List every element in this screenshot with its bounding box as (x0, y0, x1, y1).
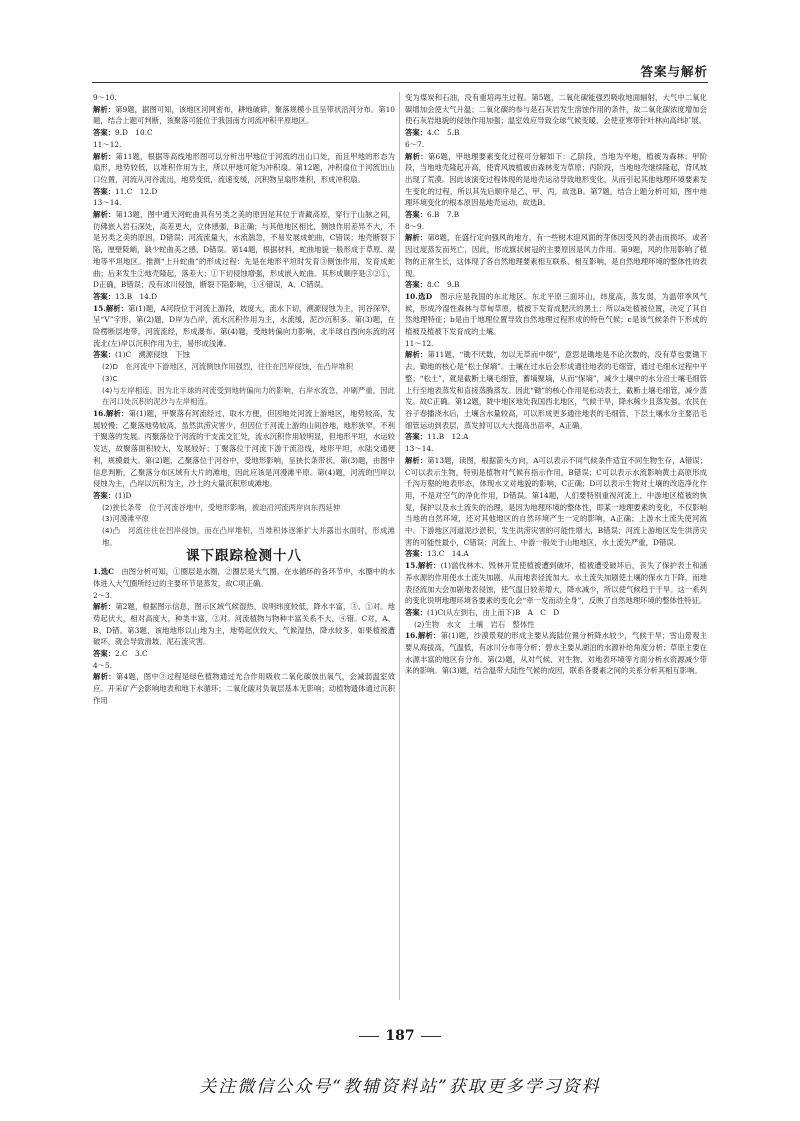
answer-label: 解析： (93, 602, 116, 612)
answer-text: 第4题，图中③过程是绿色植物通过光合作用吸收二氧化碳放出氧气，会减弱温室效应。开采矿产会影响地表和地下水循环；二氧化碳对负氧层基本无影响；动植物遗体通过沉积作用 (93, 672, 395, 705)
answer-paragraph (93, 408, 395, 490)
answer-continuation: (2)生物 水文 土壤 岩石 整体性 (414, 619, 535, 629)
header-rule (92, 82, 708, 83)
answer-paragraph (405, 209, 707, 221)
answer-label: 解析： (93, 104, 116, 114)
answer-label: 解析： (405, 151, 428, 161)
answer-text: 第11题，“锄不厌数，勿以无草而中缀”，意思是锄地是不论次数的，没有草也要锄下去。锄地的核心是“松土保墒”。土壤在过水后会形成通往地表的毛细管，通过毛细水过程中平整；“松土”，就是截断土壤毛细管，蓄墒聚墒，从而“保墒”，减少土壤中的水分沿土壤毛细管上行至地表蒸发和直接蒸腾蒸发。因此“锄”的核心作用是松动表土，截断土壤毛细管，减少蒸发。故C正确。第12题，陇中地区地处我国西北地区，气候干旱，降水稀少且蒸发强。农民在谷子春播浇水后，土壤含水量较高，可以形成更多通往地表的毛细管，下层土壤水分主要沿毛细管运动到表层，蒸发掉可以大大提高出苗率，A正确。 (405, 350, 707, 430)
answer-label: 答案： (93, 186, 116, 196)
answer-text: (1)D (115, 490, 132, 500)
answer-label: 答案： (93, 490, 116, 500)
answer-paragraph (93, 291, 395, 303)
column-divider (399, 92, 400, 1000)
answer-text: 第13题，图中通天河蛇曲具有另类之美的原因是其位于青藏高原，穿行于山脉之间，仿佛嵌入岩石深处，高差更大，立体感强，B正确；与其他地区相比，侧蚀作用差异不大，不是另类之美的原因，D错误；河流流量大，水流湍急，不易发展成蛇曲，C错误；地壳断裂下陷，厘壁陡峭，缺少蛇曲美之感，D错误。第14题，根据材料，蛇曲地貌一般形成于草原、湿地等平坦地区。推测“上升蛇曲”的形成过程：先是在地形平坦时发育③侧蚀作用，发育成蛇曲；后来发生②地壳隆起，落差大；①下切侵蚀增强，形成嵌入蛇曲。其形成顺序是③②①，D正确，B错误；没有冰川侵蚀，断裂下陷影响，①④错误，A、C错误。 (93, 210, 395, 290)
answer-paragraph (405, 607, 707, 619)
answer-paragraph (405, 560, 707, 607)
answer-text: 变为煤炭和石油，没有重培再生过程。第5题，二氧化碳能强烈吸收地面辐射，大气中二氧化碳增加会使大气升温；二氧化碳的参与是石灰岩发生溶蚀作用的条件，故二氧化碳浓度增加会使石灰岩地貌的侵蚀作用加强；温室效应导致全球气候变暖，会使亚寒带针叶林向高纬扩展。 (405, 93, 707, 126)
answer-text: 13.B 14.D (115, 291, 158, 301)
answer-paragraph (93, 566, 395, 589)
answer-text: (1)滥伐林木、毁林开荒使植被遭到破坏，植被遭受破坏后，丧失了保护表土和涵养水源的作用使水土流失加剧，从而地表径流加大。水土流失加剧使土壤的保水力下降，而地表径流加大会加剧地表侵蚀，使气温日较差增大，降水减少，所以使气候趋于干旱。这一系列的变化说明地理环境各要素的变化会“牵一发而动全身”，反映了自然地理环境的整体性特征。 (405, 561, 707, 606)
answer-text: 第6题，甲地理要素变化过程可分解如下：乙阶段，当地为平地，植被为森林；甲阶段，当地地壳隆起升高，使背风坡植被由森林变为草原；丙阶段，当地地壳继续隆起，背风坡出现了荒漠。因此该演变过程体现的是地壳运动导致地形变化，从而引起其他地理环境要素发生变化的过程，所以其先后顺序是乙、甲、丙，故选B。第7题，结合上题分析可知，图中地理环境变化的根本原因是地壳运动，故选B。 (405, 151, 707, 208)
answer-text: 由图分析可知，①圈层是水圈，②圈层是大气圈。在水循环的各环节中，水圈中的水体进入大气圈所经过的主要环节是蒸发，故C项正确。 (93, 567, 395, 588)
answer-label: 答案： (405, 280, 428, 290)
answer-text: 第11题，根据等高线地形图可以分析出甲地位于河流的出山口处，而且甲地的形态为扇形，地势较低，以堆积作用为主，所以甲地可能为冲积扇。第12题，冲积扇位于河流出山口位置，河流从河谷流出，地势变低，流速变缓，沉积物呈扇形堆积，形成冲积扇。 (93, 151, 395, 184)
answer-text: 第13题，读图，根据箭头方向，A可以表示不同气候条件适宜不同生物生存，A错误；C可以表示生物，特别是植物对气候有指示作用，B错误；C可以表示水流影响黄土高原形成千沟万壑的地表形态，体现水文对地貌的影响，C正确；D可以表示生物对土壤的改造净化作用，不是对空气的净化作用，D错误。第14题，人们要特别重视河流上、中游地区植被的恢复，保护以及水土流失的治理，是因为地理环境的整体性，即某一地理要素的变化，不仅影响当地的自然环境，还对其他地区的自然环境产生一定的影响，A正确；上游水土流失使河流中、下游地区河道泥沙淤积，发生洪涝灾害的可能性增大，B错误；河流上游地区发生洪涝灾害的可能性最小，C错误；河流上、中游一般处于山地地区，水土流失严重，D错误。 (405, 455, 707, 547)
answer-continuation: (3)河漫滩平原 (102, 514, 150, 524)
answer-paragraph (93, 648, 395, 660)
question-range: 2～3. (93, 590, 113, 600)
answer-paragraph (405, 431, 707, 443)
answer-paragraph (93, 127, 395, 139)
section-title: 课下跟踪检测十八 (186, 548, 302, 565)
answer-label: 15.解析： (93, 303, 128, 313)
left-column (93, 92, 395, 1000)
answer-label: 10.选D (405, 291, 441, 301)
page-number-rule-right (421, 1036, 441, 1037)
answer-paragraph (93, 601, 395, 648)
answer-text: (1)C 溯源侵蚀 下蚀 (115, 350, 190, 360)
answer-paragraph (405, 291, 707, 338)
answer-continuation: (3)C (102, 373, 118, 383)
answer-label: 1.选C (93, 567, 122, 577)
answer-paragraph (405, 630, 707, 677)
answer-paragraph (93, 104, 395, 127)
answer-paragraph (405, 232, 707, 279)
answer-label: 15.解析： (405, 561, 441, 571)
answer-text: (1)C(从左到右，由上而下)B A C D (427, 607, 560, 617)
answer-label: 答案： (405, 432, 428, 442)
answer-label: 16.解析： (405, 631, 441, 641)
answer-text: 第(1)题，甲聚落有河流经过，取水方便，但因地处河流上游地区，地势较高，发展较慢；乙聚落地势较高，虽然洪涝灾害少，但因位于河流上游的山间谷地，地形狭窄，不利于聚落的发展。丙聚落位于河流的干支流交汇处，流水沉积作用较明显，但地形平坦，水运较发达，故聚落面积较大，发展较好；丁聚落位于河流下游干流沿线，地形平坦，水陆交通便利，规模最大。第(2)题，乙聚落位于河谷中，受地形影响，呈狭长条带状。第(3)题，由图中信息判断，乙聚落分布区域有大片的滩地，因此应该是河漫滩平原。第(4)题，河流的凹岸以侵蚀为主，凸岸以沉积为主，沙土的大量沉积形成滩地。 (93, 408, 395, 489)
question-range: 6～7. (405, 139, 425, 149)
answer-label: 答案： (405, 128, 428, 138)
answer-text: 11.C 12.D (115, 186, 158, 196)
question-range: 4～5. (93, 660, 113, 670)
answer-paragraph (93, 349, 395, 361)
answer-label: 解析： (93, 210, 116, 220)
answer-paragraph (405, 151, 707, 210)
answer-continuation: (4)凸 河流往往在凹岸侵蚀，而在凸岸堆积，当堆积体逐渐扩大并露出水面时，形成滩地。 (102, 526, 395, 547)
question-range: 9～10. (93, 93, 117, 102)
answer-label: 答案： (93, 291, 116, 301)
answer-text: 11.B 12.A (427, 432, 469, 442)
answer-paragraph (405, 279, 707, 291)
answer-label: 解析： (405, 233, 428, 243)
answer-label: 解析： (93, 672, 116, 682)
answer-paragraph (93, 151, 395, 186)
answer-paragraph (405, 548, 707, 560)
answer-label: 答案： (405, 607, 428, 617)
answer-text: 第2题，根据图示信息，图示区域气候湿热，说明纬度较低，降水丰富，③、①对。地势起伏大，相对高度大，种类丰富，②对。河流植物与物种丰富关系不大，④错。C对，A、B、D错。第3题，该地地形以山地为主，地势起伏较大，气候湿热，降水较多，如果植被遭破坏，就会导致滑坡、泥石流灾害。 (93, 602, 395, 647)
answer-label: 答案： (93, 350, 116, 360)
question-range: 13～14. (93, 198, 122, 208)
answer-paragraph (93, 209, 395, 291)
answer-label: 答案： (93, 649, 116, 659)
answer-paragraph (93, 671, 395, 706)
answer-label: 16.解析： (93, 408, 129, 418)
page-number-rule-left (359, 1036, 379, 1037)
answer-text: 9.D 10.C (115, 128, 153, 138)
answer-text: 第(1)题，A河段位于河流上游段，坡度大，流水下切，溯源侵蚀为主，河谷深窄，呈“V”字形。第(2)题，D岸为凸岸，流水沉积作用为主，水流缓，泥沙沉积多。第(3)题，在险楞断层地带，河流流经，形成瀑布。第(4)题，受地转偏向力影响，北半球自西向东流的河流北(左)岸以沉积作用为主，易形成浅滩。 (93, 303, 395, 348)
footer-note: 关注微信公众号“教辅资料站”获取更多学习资料 (199, 1077, 601, 1097)
answer-paragraph (93, 186, 395, 198)
right-column (405, 92, 707, 1000)
answer-text: 4.C 5.B (427, 128, 460, 138)
question-range: 13～14. (405, 444, 434, 454)
answer-text: 13.C 14.A (427, 549, 469, 559)
page-number (0, 1028, 800, 1044)
answer-continuation: (2)D 在河流中下游地区，河流侧蚀作用强烈，往往在凹岸侵蚀，在凸岸堆积 (102, 362, 354, 372)
answer-text: 2.C 3.C (115, 649, 148, 659)
answer-text: 第8题，在盛行定向强风的地方，有一些树木迎风面的芽体因受风的袭击而损坏，或者因过度蒸发而死亡，因此，形成旗状树冠的主要原因是风力作用。第9题，风的作用影响了植物的正常生长，这体现了各自然地理要素相互联系、相互影响，是自然地理环境的整体性的表现。 (405, 233, 707, 278)
answer-text: 第9题，据图可知，该地区河网密布，耕地破碎，聚落规模小且呈带状沿河分布。第10题，结合上题可判断，该聚落可能位于我国南方河流冲积平原地区。 (93, 104, 395, 126)
answer-label: 解析： (405, 350, 428, 360)
answer-text: 8.C 9.B (427, 280, 460, 290)
answer-text: 6.B 7.B (427, 210, 460, 220)
question-range: 8～9. (405, 221, 425, 231)
answer-text: 图示应是我国的东北地区。东北平原三面环山，纬度高，蒸发弱，为温带季风气候，形成冷湿性森林与草甸草原，植被下发育成肥沃的黑土；所以a处植被位置，决定了其自然地理特征；b是由于地理位置导致自然地理过程形成的特色气候；c是该气候条件下形成的植被及植被下发育成的土壤。 (405, 291, 707, 337)
answer-continuation: (2)狭长条带 位于河流谷地中，受地形影响，被迫沿河流两岸向东西延伸 (102, 502, 341, 512)
page-number-text: 187 (385, 1028, 415, 1044)
answer-paragraph (405, 349, 707, 431)
answer-label: 答案： (405, 549, 428, 559)
answer-label: 解析： (405, 455, 428, 465)
question-range: 11～12. (405, 338, 434, 348)
question-range: 11～12. (93, 139, 122, 149)
answer-paragraph (93, 303, 395, 350)
answer-paragraph (405, 455, 707, 549)
answer-text: 第(1)题，沙漠景观的形成主要从海陆位置分析降水较少，气候干旱；雪山景观主要从海拔高，气温低，有冰川分布等分析；碧水主要从湖泊的水源补给角度分析；草原主要在水源丰富的地区有分布。第(2)题，从对气候、对生物、对地表环境等方面分析水资源减少带来的影响。第(3)题，结合温带大陆性气候的成因，联系各要素之间的关系分析其相互影响。 (405, 631, 707, 676)
answer-continuation: (4)与左岸相连。因为北半球的河流受到地转偏向力的影响，右岸水流急，冲刷严重，因此在河口处沉积的泥沙与左岸相连。 (102, 385, 395, 407)
answer-label: 答案： (93, 128, 116, 138)
page-header-title: 答案与解析 (640, 64, 708, 79)
answer-paragraph (405, 127, 707, 139)
answer-label: 答案： (405, 210, 428, 220)
answer-label: 解析： (93, 151, 116, 161)
answer-paragraph (93, 490, 395, 502)
